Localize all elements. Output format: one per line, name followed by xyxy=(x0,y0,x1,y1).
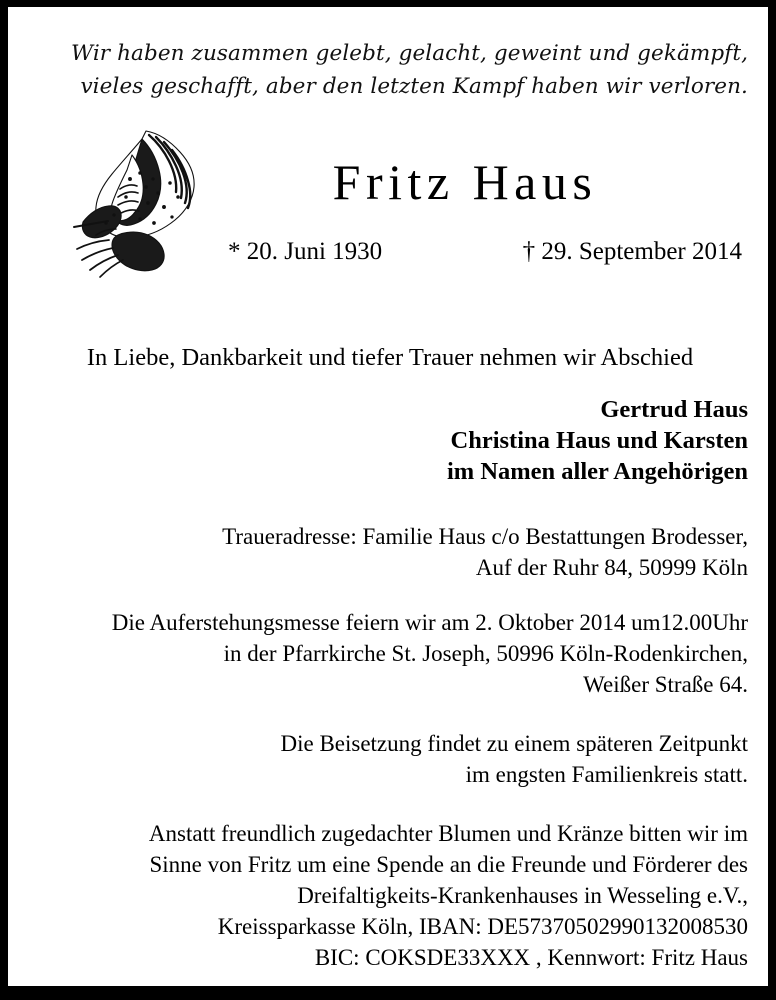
donation-bic-line: BIC: COKSDE33XXX , Kennwort: Fritz Haus xyxy=(314,945,748,970)
service-line-3: Weißer Straße 64. xyxy=(583,672,748,697)
hero-section xyxy=(32,125,748,315)
deceased-name: Fritz Haus xyxy=(332,154,598,210)
burial-note xyxy=(32,728,748,790)
burial-line-1: Die Beisetzung findet zu einem späteren Zeitpunkt xyxy=(280,731,748,756)
donation-iban-line: Kreissparkasse Köln, IBAN: DE57370502990132008530 xyxy=(217,914,748,939)
service-line-1: Die Auferstehungsmesse feiern wir am 2. Oktober 2014 um12.00Uhr xyxy=(111,610,748,635)
birth-date: * 20. Juni 1930 xyxy=(228,238,383,265)
epigraph xyxy=(32,7,748,103)
donation-request xyxy=(32,818,748,973)
donation-line-3: Dreifaltigkeits-Krankenhauses in Wesseling e.V., xyxy=(297,883,748,908)
notice-inner xyxy=(8,7,768,986)
donation-line-1: Anstatt freundlich zugedachter Blumen und Kränze bitten wir im xyxy=(148,821,748,846)
praying-hands-icon xyxy=(54,127,204,279)
death-date: † 29. September 2014 xyxy=(522,238,742,265)
burial-line-2: im engsten Familienkreis statt. xyxy=(465,762,748,787)
survivors-list xyxy=(32,394,748,487)
service-line-2: in der Pfarrkirche St. Joseph, 50996 Köln-Rodenkirchen, xyxy=(223,641,748,666)
service-details xyxy=(32,607,748,700)
farewell-line-1: In Liebe, Dankbarkeit und tiefer Trauer nehmen wir Abschied xyxy=(86,344,694,371)
survivor-line-3: im Namen aller Angehörigen xyxy=(446,458,748,485)
epigraph-line-1: Wir haben zusammen gelebt, gelacht, geweint und gekämpft, xyxy=(71,41,748,66)
mourning-address xyxy=(32,521,748,583)
epigraph-line-2: vieles geschafft, aber den letzten Kampf haben wir verloren. xyxy=(80,74,748,99)
survivor-line-2: Christina Haus und Karsten xyxy=(450,427,748,454)
farewell-text xyxy=(32,343,748,373)
donation-line-2: Sinne von Fritz um eine Spende an die Freunde und Förderer des xyxy=(149,852,748,877)
survivor-line-1: Gertrud Haus xyxy=(600,396,748,423)
address-line-2: Auf der Ruhr 84, 50999 Köln xyxy=(475,555,748,580)
address-line-1: Traueradresse: Familie Haus c/o Bestattungen Brodesser, xyxy=(222,524,748,549)
